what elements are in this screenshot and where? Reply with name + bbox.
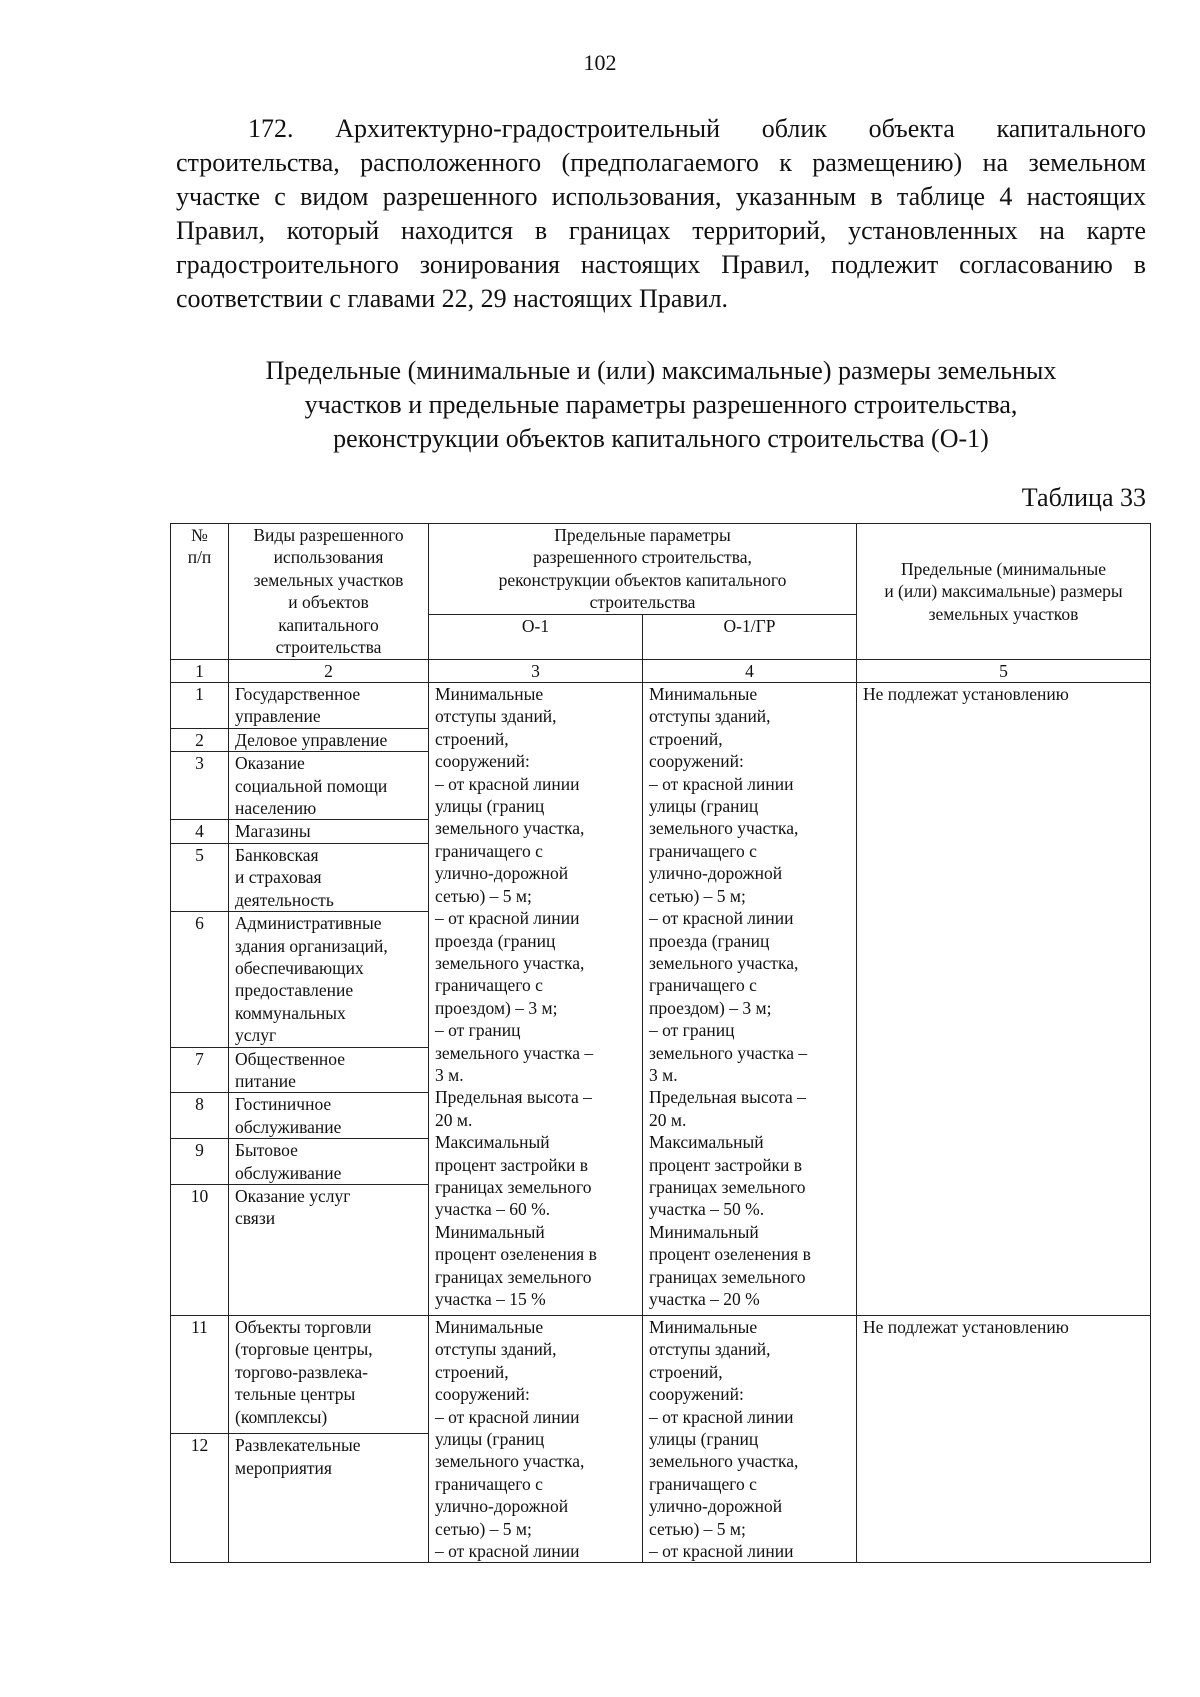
row-number: 4 — [171, 820, 229, 843]
table-heading — [176, 354, 1146, 456]
header-params: Предельные параметры разрешенного строительства, реконструкции объектов капитального строительства — [429, 524, 857, 615]
column-number: 3 — [429, 659, 643, 682]
row-use-type: Гостиничное обслуживание — [229, 1093, 429, 1139]
row-use-type: Деловое управление — [229, 728, 429, 751]
intro-paragraph: 172. Архитектурно-градостроительный облик объекта капитального строительства, расположенного (предполагаемого к размещению) на земельном участке с видом разрешенного использования, указанным в таблице 4 настоящих Правил, который находится в границах территорий, установленных на карте градостроительного зонирования настоящих Правил, подлежит согласованию в соответствии с главами 22, 29 настоящих Правил. — [176, 114, 1146, 313]
header-sizes: Предельные (минимальные и (или) максимальные) размеры земельных участков — [857, 524, 1151, 660]
table-heading-line: реконструкции объектов капитального строительства (О-1) — [333, 424, 989, 453]
table-row — [171, 683, 1151, 729]
table-caption: Таблица 33 — [1021, 483, 1146, 512]
column-number: 5 — [857, 659, 1151, 682]
header-row — [171, 524, 1151, 615]
row-number: 12 — [171, 1434, 229, 1563]
row-number: 8 — [171, 1093, 229, 1139]
row-use-type: Административные здания организаций, обеспечивающих предоставление коммунальных услуг — [229, 912, 429, 1047]
zoning-table — [170, 523, 1151, 1563]
row-number: 2 — [171, 728, 229, 751]
header-o1: О-1 — [429, 614, 643, 659]
group2-o1gr-params: Минимальные отступы зданий, строений, сооружений: – от красной линии улицы (границ земельного участка, граничащего с улично-дорожной сетью) – 5 м; – от красной линии — [643, 1315, 857, 1562]
column-number-row — [171, 659, 1151, 682]
column-number: 1 — [171, 659, 229, 682]
group1-sizes: Не подлежат установлению — [857, 683, 1151, 1316]
row-use-type: Общественное питание — [229, 1047, 429, 1093]
table-heading-line: Предельные (минимальные и (или) максимальные) размеры земельных — [265, 356, 1057, 385]
row-use-type: Бытовое обслуживание — [229, 1139, 429, 1185]
row-use-type: Банковская и страховая деятельность — [229, 843, 429, 911]
header-o1gr: О-1/ГР — [643, 614, 857, 659]
group1-o1-params: Минимальные отступы зданий, строений, сооружений: – от красной линии улицы (границ земельного участка, граничащего с улично-дорожной сетью) – 5 м; – от красной линии проезда (границ земельного участка, граничащего с проездом) – 3 м; – от границ земельного участка – 3 м. Предельная высота – 20 м. Максимальный процент застройки в границах земельного участка – 60 %. Минимальный процент озеленения в границах земельного участка – 15 % — [429, 683, 643, 1316]
row-number: 11 — [171, 1315, 229, 1433]
table-heading-line: участков и предельные параметры разрешенного строительства, — [304, 390, 1018, 419]
row-number: 6 — [171, 912, 229, 1047]
column-number: 4 — [643, 659, 857, 682]
row-use-type: Оказание услуг связи — [229, 1184, 429, 1315]
row-use-type: Объекты торговли (торговые центры, торгово-развлека- тельные центры (комплексы) — [229, 1315, 429, 1433]
row-number: 3 — [171, 752, 229, 820]
row-number: 7 — [171, 1047, 229, 1093]
row-use-type: Государственное управление — [229, 683, 429, 729]
row-number: 10 — [171, 1184, 229, 1315]
row-number: 9 — [171, 1139, 229, 1185]
row-use-type: Оказание социальной помощи населению — [229, 752, 429, 820]
row-number: 1 — [171, 683, 229, 729]
page-number: 102 — [583, 50, 617, 75]
row-number: 5 — [171, 843, 229, 911]
table-row — [171, 1315, 1151, 1433]
row-use-type: Развлекательные мероприятия — [229, 1434, 429, 1563]
group2-sizes: Не подлежат установлению — [857, 1315, 1151, 1562]
group1-o1gr-params: Минимальные отступы зданий, строений, сооружений: – от красной линии улицы (границ земельного участка, граничащего с улично-дорожной сетью) – 5 м; – от красной линии проезда (границ земельного участка, граничащего с проездом) – 3 м; – от границ земельного участка – 3 м. Предельная высота – 20 м. Максимальный процент застройки в границах земельного участка – 50 %. Минимальный процент озеленения в границах земельного участка – 20 % — [643, 683, 857, 1316]
column-number: 2 — [229, 659, 429, 682]
header-num: № п/п — [171, 524, 229, 660]
header-types: Виды разрешенного использования земельных участков и объектов капитального строительства — [229, 524, 429, 660]
group2-o1-params: Минимальные отступы зданий, строений, сооружений: – от красной линии улицы (границ земельного участка, граничащего с улично-дорожной сетью) – 5 м; – от красной линии — [429, 1315, 643, 1562]
row-use-type: Магазины — [229, 820, 429, 843]
